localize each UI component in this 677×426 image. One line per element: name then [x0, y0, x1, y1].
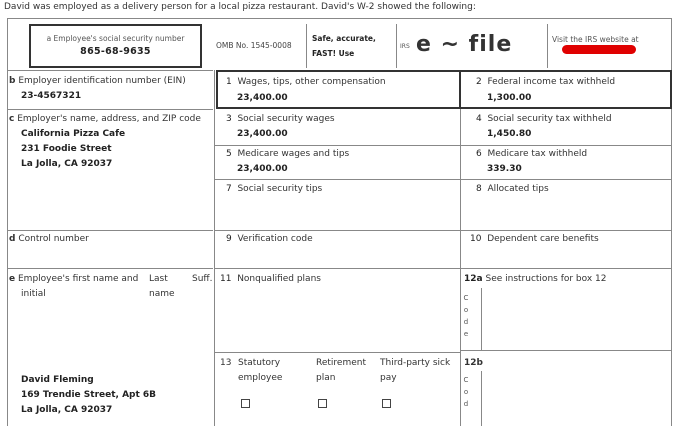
box-b-value: 23-4567321: [21, 91, 82, 101]
safe-divider: [396, 24, 397, 68]
box-12a-label: 12a See instructions for box 12: [464, 274, 607, 284]
row-e-divider: [7, 268, 213, 269]
row-12b-divider: [460, 350, 672, 351]
row-b-divider: [7, 70, 213, 71]
box-13-number: 13: [220, 358, 232, 368]
omb-number: OMB No. 1545-0008: [216, 41, 292, 50]
employer-name: California Pizza Cafe: [21, 129, 126, 139]
box-12b-code-divider: [481, 371, 482, 426]
redaction-mark: [562, 45, 636, 54]
box-2-label: 2 Federal income tax withheld: [476, 77, 616, 87]
box-3-label: 3 Social security wages: [226, 114, 335, 124]
omb-divider: [306, 24, 307, 68]
retirement-plan-label: Retirement plan: [316, 358, 366, 383]
irs-website-label: Visit the IRS website at: [552, 35, 639, 44]
box-1-2-split: [459, 70, 461, 109]
ssn-box: [29, 24, 202, 68]
box-4-label: 4 Social security tax withheld: [476, 114, 612, 124]
box-e-label: e Employee's first name and: [9, 274, 139, 284]
box-5-label: 5 Medicare wages and tips: [226, 149, 350, 159]
box-9-label: 9 Verification code: [226, 234, 313, 244]
retirement-plan-checkbox[interactable]: [318, 399, 327, 408]
irs-small-label: IRS: [400, 43, 410, 50]
box-11-label: 11 Nonqualified plans: [220, 274, 321, 284]
box-6-label: 6 Medicare tax withheld: [476, 149, 588, 159]
row-7-divider: [215, 179, 672, 180]
safe-accurate-line1: Safe, accurate,: [312, 34, 376, 43]
row-c-divider: [7, 109, 213, 110]
box-c-label: c Employer's name, address, and ZIP code: [9, 114, 201, 124]
box-5-value: 23,400.00: [237, 164, 288, 174]
employee-street: 169 Trendie Street, Apt 6B: [21, 390, 157, 400]
employer-street: 231 Foodie Street: [21, 144, 112, 154]
employee-city: La Jolla, CA 92037: [21, 405, 113, 415]
statutory-employee-label: Statutory employee: [238, 358, 283, 383]
visit-divider: [547, 24, 548, 68]
row-5-divider: [215, 145, 672, 146]
box-4-value: 1,450.80: [487, 129, 532, 139]
row-9-divider: [215, 230, 672, 231]
box-10-label: 10 Dependent care benefits: [470, 234, 599, 244]
box-1-label: 1 Wages, tips, other compensation: [226, 77, 386, 87]
box-1-value: 23,400.00: [237, 93, 288, 103]
employee-name: David Fleming: [21, 375, 94, 385]
box-e-suffix-label: Suff.: [192, 274, 213, 284]
ssn-value: 865-68-9635: [80, 46, 151, 57]
row-d-divider: [7, 230, 213, 231]
box-3-value: 23,400.00: [237, 129, 288, 139]
box-2-value: 1,300.00: [487, 93, 532, 103]
third-party-sick-pay-label: Third-party sick pay: [380, 358, 451, 383]
box-6-value: 339.30: [487, 164, 522, 174]
box-12b-code-label: C o d: [463, 376, 469, 408]
ssn-label: a Employee's social security number: [46, 34, 185, 43]
box-12a-code-divider: [481, 288, 482, 350]
box-12b-label: 12b: [464, 358, 483, 368]
box-12a-code-label: C o d e: [463, 294, 469, 338]
third-party-sick-pay-checkbox[interactable]: [382, 399, 391, 408]
safe-accurate-line2: FAST! Use: [312, 49, 355, 58]
box-b-label: b Employer identification number (EIN): [9, 76, 186, 86]
box-e-label-cont: initial: [21, 289, 46, 299]
box-e-last-label-cont: name: [149, 289, 175, 299]
row-11-divider: [215, 268, 672, 269]
row-13-divider: [215, 352, 460, 353]
employer-city: La Jolla, CA 92037: [21, 159, 113, 169]
intro-text: David was employed as a delivery person for a local pizza restaurant. David's W-2 showed the following:: [4, 2, 476, 12]
col-divider-left: [214, 70, 215, 426]
statutory-employee-checkbox[interactable]: [241, 399, 250, 408]
efile-logo: e ~ file: [416, 32, 513, 57]
box-8-label: 8 Allocated tips: [476, 184, 549, 194]
box-e-last-label: Last: [149, 274, 168, 284]
box-d-label: d Control number: [9, 234, 89, 244]
box-7-label: 7 Social security tips: [226, 184, 323, 194]
